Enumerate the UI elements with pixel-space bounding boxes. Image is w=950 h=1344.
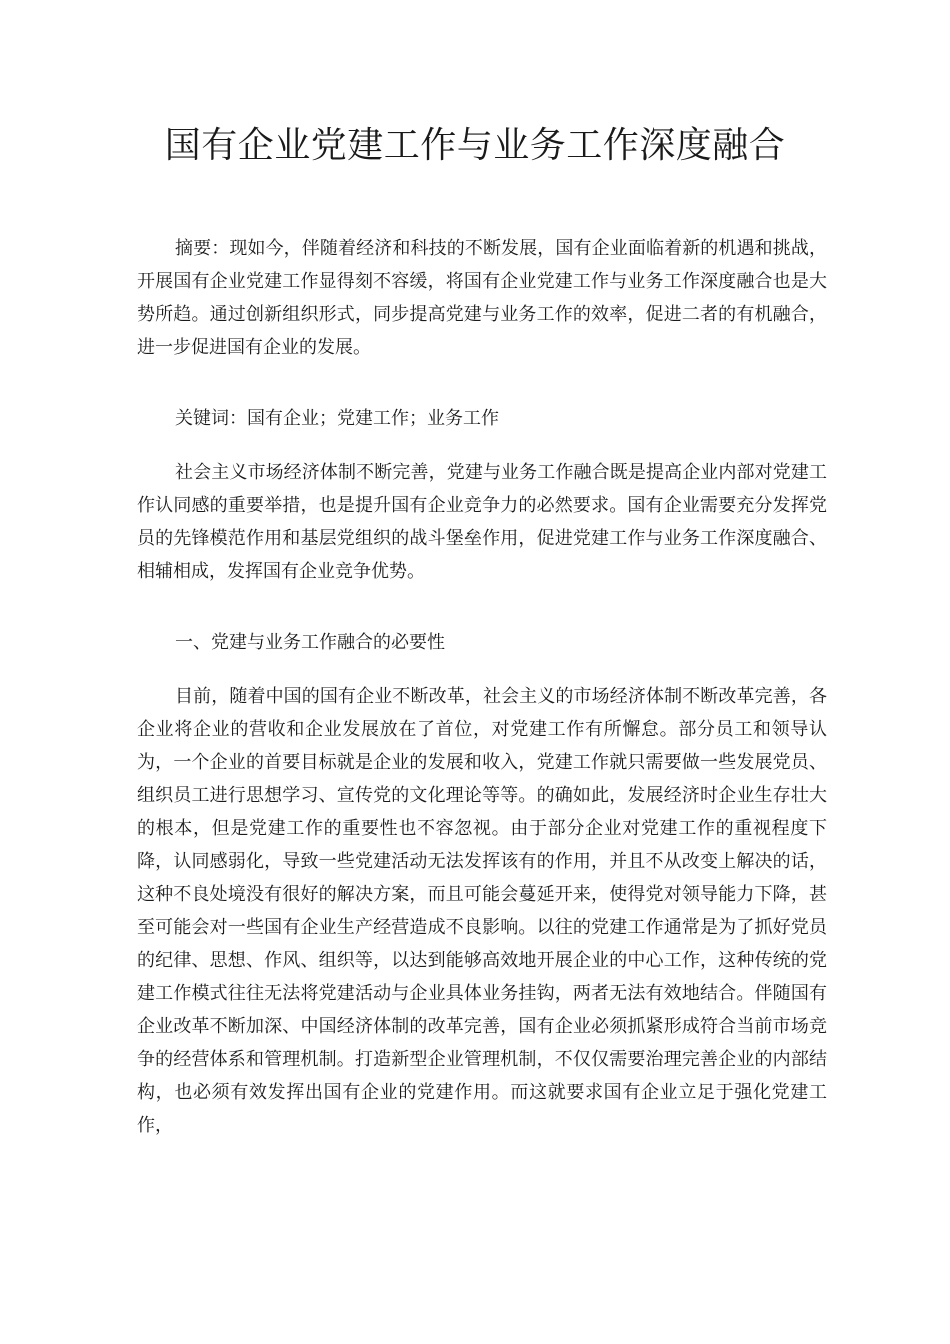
keywords-paragraph: 关键词：国有企业；党建工作；业务工作 xyxy=(175,408,499,429)
intro-paragraph: 社会主义市场经济体制不断完善，党建与业务工作融合既是提高企业内部对党建工作认同感的重要举措，也是提升国有企业竞争力的必然要求。国有企业需要充分发挥党员的先锋模范作用和基层党组织的战斗堡垒作用，促进党建工作与业务工作深度融合、相辅相成，发挥国有企业竞争优势。 xyxy=(137,462,827,582)
document-title: 国有企业党建工作与业务工作深度融合 xyxy=(164,125,786,166)
abstract-paragraph: 摘要：现如今，伴随着经济和科技的不断发展，国有企业面临着新的机遇和挑战，开展国有企业党建工作显得刻不容缓，将国有企业党建工作与业务工作深度融合也是大势所趋。通过创新组织形式，同步提高党建与业务工作的效率，促进二者的有机融合，进一步促进国有企业的发展。 xyxy=(137,238,827,358)
section-heading: 一、党建与业务工作融合的必要性 xyxy=(175,632,445,653)
section-body-paragraph: 目前，随着中国的国有企业不断改革，社会主义的市场经济体制不断改革完善，各企业将企业的营收和企业发展放在了首位，对党建工作有所懈怠。部分员工和领导认为，一个企业的首要目标就是企业的发展和收入，党建工作就只需要做一些发展党员、组织员工进行思想学习、宣传党的文化理论等等。的确如此，发展经济时企业生存壮大的根本，但是党建工作的重要性也不容忽视。由于部分企业对党建工作的重视程度下降，认同感弱化，导致一些党建活动无法发挥该有的作用，并且不从改变上解决的话，这种不良处境没有很好的解决方案，而且可能会蔓延开来，使得党对领导能力下降，甚至可能会对一些国有企业生产经营造成不良影响。以往的党建工作通常是为了抓好党员的纪律、思想、作风、组织等，以达到能够高效地开展企业的中心工作，这种传统的党建工作模式往往无法将党建活动与企业具体业务挂钩，两者无法有效地结合。伴随国有企业改革不断加深、中国经济体制的改革完善，国有企业必须抓紧形成符合当前市场竞争的经营体系和管理机制。打造新型企业管理机制，不仅仅需要治理完善企业的内部结构，也必须有效发挥出国有企业的党建作用。而这就要求国有企业立足于强化党建工作， xyxy=(137,686,827,1136)
